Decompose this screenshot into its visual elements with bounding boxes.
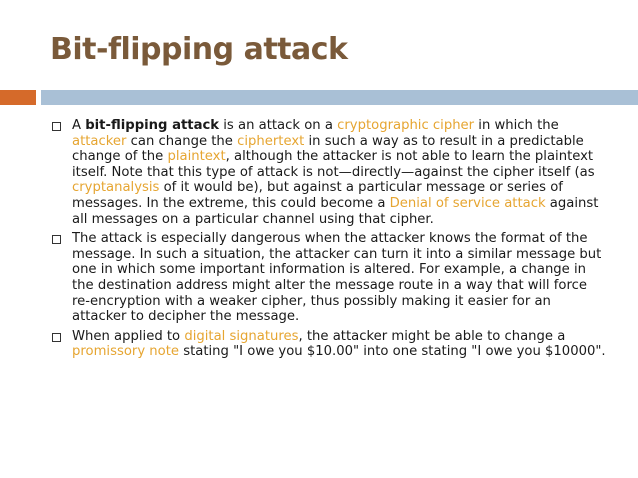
link-cryptanalysis[interactable]: cryptanalysis xyxy=(72,180,160,196)
text: of it would be), but against a particular message or series of messages. In the extreme, this could become a xyxy=(72,180,563,211)
text: , the attacker might be able to change a xyxy=(298,328,566,344)
bold-term: bit-flipping attack xyxy=(85,118,220,133)
square-bullet-icon xyxy=(52,333,61,342)
text: is an attack on a xyxy=(219,118,338,133)
text: The attack is especially dangerous when the attacker knows the format of the message. In such a situation, the attacker can turn it into a similar message but one in which some important information is altered. For example, a change in the destination address might alter the message route in a way that will force re-encryption with a weaker cipher, thus possibly making it easier for an attacker to decipher the message. xyxy=(72,231,602,325)
bullet-item-3 xyxy=(52,329,608,360)
square-bullet-icon xyxy=(52,122,61,131)
bullet-item-2 xyxy=(52,231,608,325)
link-plaintext[interactable]: plaintext xyxy=(167,149,226,165)
square-bullet-icon xyxy=(52,235,61,244)
link-promissory-note[interactable]: promissory note xyxy=(72,344,180,360)
text: against all messages on a particular channel using that cipher. xyxy=(72,195,599,227)
link-attacker[interactable]: attacker xyxy=(72,133,127,149)
text: A xyxy=(72,118,86,133)
accent-bar-blue xyxy=(41,90,638,105)
text: in such a way as to result in a predictable change of the xyxy=(72,133,584,165)
text: in which the xyxy=(474,118,559,133)
link-cryptographic-cipher[interactable]: cryptographic cipher xyxy=(337,118,475,133)
slide-title: Bit-flipping attack xyxy=(50,32,348,67)
text: can change the xyxy=(126,133,238,149)
link-ciphertext[interactable]: ciphertext xyxy=(237,133,305,149)
link-digital-signatures[interactable]: digital signatures xyxy=(184,328,299,344)
link-denial-of-service-attack[interactable]: Denial of service attack xyxy=(389,195,546,211)
text: , although the attacker is not able to learn the plaintext itself. Note that this type of attack is not—directly—against the cipher itself (as xyxy=(72,149,595,180)
text: stating "I owe you $10.00" into one stating "I owe you $10000". xyxy=(179,344,606,360)
accent-bar-orange xyxy=(0,90,36,105)
text: When applied to xyxy=(72,328,185,344)
bullet-item-1 xyxy=(52,118,608,227)
bullet-list xyxy=(52,118,608,364)
